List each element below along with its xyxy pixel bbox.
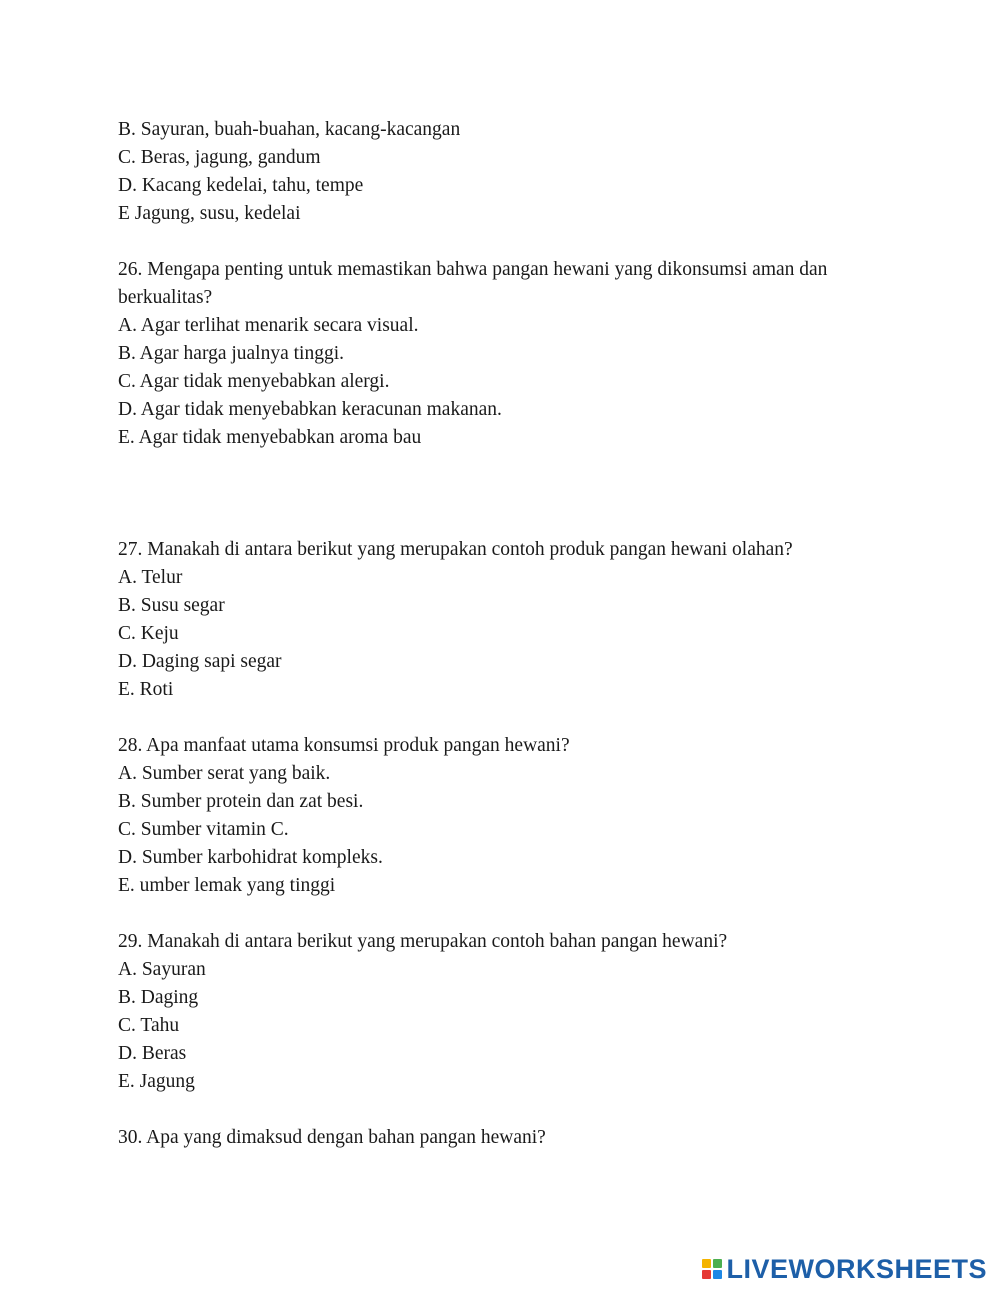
question-text: 30. Apa yang dimaksud dengan bahan pangan hewani? xyxy=(118,1127,546,1148)
option-b: B. Sumber protein dan zat besi. xyxy=(118,791,364,812)
option-b: B. Daging xyxy=(118,987,199,1008)
question-text: 29. Manakah di antara berikut yang merupakan contoh bahan pangan hewani? xyxy=(118,931,728,952)
question-text: 28. Apa manfaat utama konsumsi produk pangan hewani? xyxy=(118,735,570,756)
logo-grid-icon xyxy=(702,1259,722,1279)
option-a: A. Agar terlihat menarik secara visual. xyxy=(118,315,419,336)
worksheet-page xyxy=(118,116,878,1152)
option-e: E Jagung, susu, kedelai xyxy=(118,203,301,224)
logo-square xyxy=(702,1259,711,1268)
option-e: E. umber lemak yang tinggi xyxy=(118,875,336,896)
question-26 xyxy=(118,256,878,452)
option-c: C. Keju xyxy=(118,623,179,644)
option-d: D. Daging sapi segar xyxy=(118,651,282,672)
liveworksheets-logo xyxy=(702,1254,987,1284)
option-e: E. Agar tidak menyebabkan aroma bau xyxy=(118,427,422,448)
question-text: 26. Mengapa penting untuk memastikan bahwa pangan hewani yang dikonsumsi aman dan berkualitas? xyxy=(118,259,828,308)
option-a: A. Sumber serat yang baik. xyxy=(118,763,331,784)
question-29 xyxy=(118,928,878,1096)
logo-square xyxy=(713,1270,722,1279)
option-d: D. Beras xyxy=(118,1043,187,1064)
logo-square xyxy=(713,1259,722,1268)
question-27 xyxy=(118,536,878,704)
option-e: E. Roti xyxy=(118,679,174,700)
option-a: A. Sayuran xyxy=(118,959,206,980)
option-c: C. Agar tidak menyebabkan alergi. xyxy=(118,371,390,392)
option-c: C. Tahu xyxy=(118,1015,180,1036)
question-28 xyxy=(118,732,878,900)
option-a: A. Telur xyxy=(118,567,183,588)
option-d: D. Kacang kedelai, tahu, tempe xyxy=(118,175,364,196)
option-d: D. Sumber karbohidrat kompleks. xyxy=(118,847,383,868)
question-text: 27. Manakah di antara berikut yang merupakan contoh produk pangan hewani olahan? xyxy=(118,539,793,560)
option-c: C. Sumber vitamin C. xyxy=(118,819,289,840)
option-b: B. Susu segar xyxy=(118,595,225,616)
logo-square xyxy=(702,1270,711,1279)
option-e: E. Jagung xyxy=(118,1071,195,1092)
option-b: B. Agar harga jualnya tinggi. xyxy=(118,343,345,364)
logo-text: LIVEWORKSHEETS xyxy=(726,1253,987,1284)
option-c: C. Beras, jagung, gandum xyxy=(118,147,321,168)
previous-question-options xyxy=(118,116,878,228)
option-b: B. Sayuran, buah-buahan, kacang-kacangan xyxy=(118,119,461,140)
option-d: D. Agar tidak menyebabkan keracunan makanan. xyxy=(118,399,502,420)
question-30 xyxy=(118,1124,878,1152)
